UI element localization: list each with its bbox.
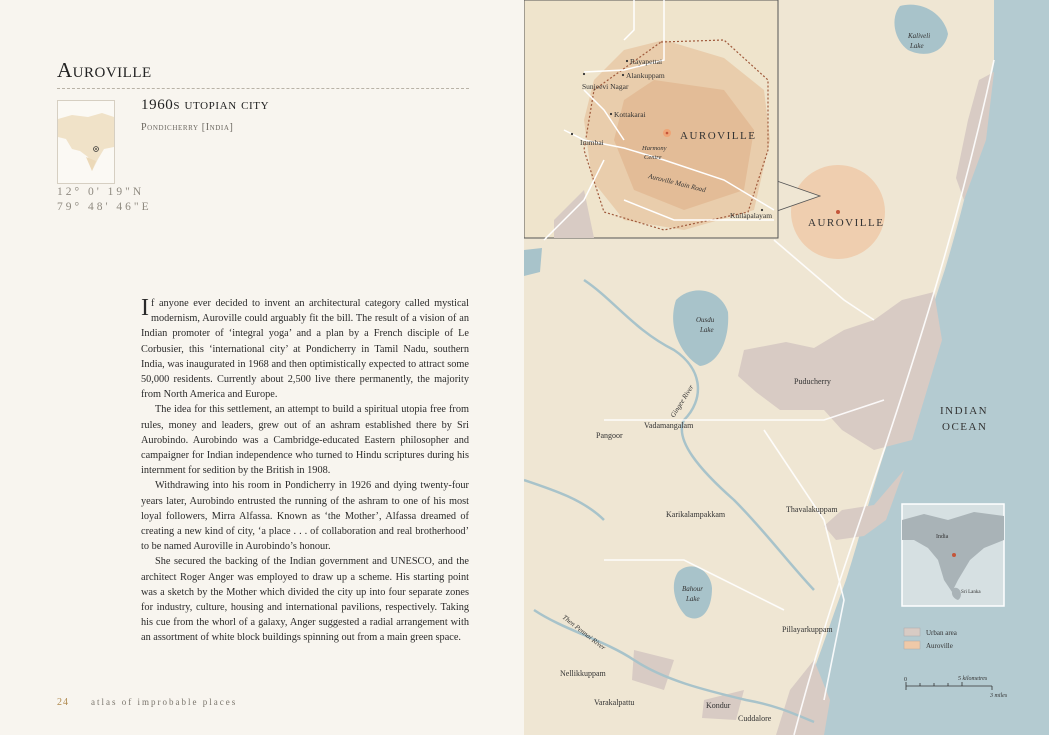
legend-auroville-label: Auroville <box>926 642 953 650</box>
auroville-dot <box>836 210 840 214</box>
inset-label-kottakarai: Kottakarai <box>614 110 646 119</box>
label-vadamangalam: Vadamangalam <box>644 421 694 430</box>
paragraph-2: The idea for this settlement, an attempt to build a spiritual utopia free from rules, money and leaders, grew out of an ashram established there by Sri Aurobindo. Aurobindo was a Cambridge-educated Eastern philosopher and campaigner for Indian independence who turned to Hindu scriptures during his internment for sedition by the British in 1908. <box>141 404 469 477</box>
article-body <box>141 296 469 646</box>
latitude: 12° 0' 19"N <box>57 186 145 198</box>
inset-label-alankuppam: Alankuppam <box>626 71 665 80</box>
page-title: Auroville <box>57 58 152 82</box>
label-puducherry: Puducherry <box>794 377 831 386</box>
inset-label-irumbai: Irumbai <box>580 138 604 147</box>
inset-map <box>524 0 778 240</box>
legend-auroville-swatch <box>904 641 920 649</box>
label-nellikkuppam: Nellikkuppam <box>560 669 606 678</box>
inset-label-kuilapalayam: Kuilapalayam <box>730 211 773 220</box>
location-label: Pondicherry [India] <box>141 122 234 133</box>
locator-thumbnail <box>57 100 115 184</box>
svg-text:Lake: Lake <box>686 595 700 603</box>
inset-label-auroville: AUROVILLE <box>680 130 757 142</box>
inset-label-main-road: Auroville Main Road <box>647 172 707 195</box>
book-title: atlas of improbable places <box>91 697 238 707</box>
label-thenpennai: Then Pennai River <box>560 613 608 652</box>
label-ocean-1: INDIAN <box>940 405 989 417</box>
right-page-map <box>524 0 1049 735</box>
label-kaliveli: Kaliveli <box>908 32 931 40</box>
drop-cap: I <box>141 295 149 321</box>
label-auroville-main: AUROVILLE <box>808 217 885 229</box>
svg-text:Lake: Lake <box>910 42 924 50</box>
label-pangoor: Pangoor <box>596 431 623 440</box>
label-ocean-2: OCEAN <box>942 421 988 433</box>
locator-label-srilanka: Sri Lanka <box>961 590 981 595</box>
label-kondur: Kondur <box>706 701 731 710</box>
label-karikalampakkam: Karikalampakkam <box>666 510 726 519</box>
label-ousdu: Ousdu <box>696 316 715 324</box>
scale-zero: 0 <box>904 677 907 683</box>
page-footer <box>57 697 237 708</box>
legend-urban-label: Urban area <box>926 629 957 637</box>
legend-urban-swatch <box>904 628 920 636</box>
label-bahour: Bahour <box>682 585 703 593</box>
scale-km: 5 kilometres <box>958 676 988 682</box>
paragraph-3: Withdrawing into his room in Pondicherry in 1926 and dying twenty-four years later, Aurobindo entrusted the running of the ashram to one of his most loyal followers, Mirra Alfassa. Known as ‘the Mother’, Alfassa dreamed of creating a new kind of city, ‘a place . . . of collaboration and real brotherhood’ to be named Auroville in Aurobindo’s honour. <box>141 480 469 553</box>
label-gingee: Gingee River <box>668 383 696 420</box>
inset-label-rayapettai: Rayapettai <box>630 57 663 66</box>
subtitle: 1960s utopian city <box>141 97 270 113</box>
label-varakalpattu: Varakalpattu <box>594 698 635 707</box>
locator-label-india: India <box>936 534 949 540</box>
left-page <box>0 0 524 735</box>
scale-mi: 3 miles <box>990 693 1008 699</box>
label-cuddalore: Cuddalore <box>738 714 772 723</box>
label-thavalakuppam: Thavalakuppam <box>786 505 838 514</box>
inset-label-sunjeevi: Sunjeevi Nagar <box>582 82 629 91</box>
title-divider <box>57 88 469 89</box>
paragraph-1: If anyone ever decided to invent an architectural category called mystical modernism, Auroville could arguably fit the bill. The result of a vision of an Indian promoter of ‘integral yoga’ and a plan by a French disciple of Le Corbusier, this ‘international city’ at Pondicherry in Tamil Nadu, southern India, was inaugurated in 1968 and then optimistically expected to attract some 50,000 residents. Currently about 2,500 live there permanently, the majority from North America and Europe. <box>141 295 469 401</box>
region-map <box>524 0 1049 735</box>
inset-label-harmony: Harmony <box>642 145 667 152</box>
label-pillayarkuppam: Pillayarkuppam <box>782 625 833 634</box>
locator-dot <box>952 553 956 557</box>
page-number: 24 <box>57 697 69 708</box>
paragraph-4: She secured the backing of the Indian government and UNESCO, and the architect Roger Anger was employed to draw up a scheme. His starting point was a sketch by the Mother which divided the city up into four separate zones for industry, culture, housing and international pavilions, respectively. Taking his cue from the whorl of a galaxy, Anger suggested a radial arrangement with an assortment of white block buildings spinning out from a main green space. <box>141 556 469 644</box>
locator-thumbnail-map <box>58 101 114 183</box>
svg-text:Lake: Lake <box>700 326 714 334</box>
svg-text:Centre: Centre <box>644 154 662 161</box>
longitude: 79° 48' 46"E <box>57 201 152 213</box>
locator-box <box>902 504 1004 606</box>
